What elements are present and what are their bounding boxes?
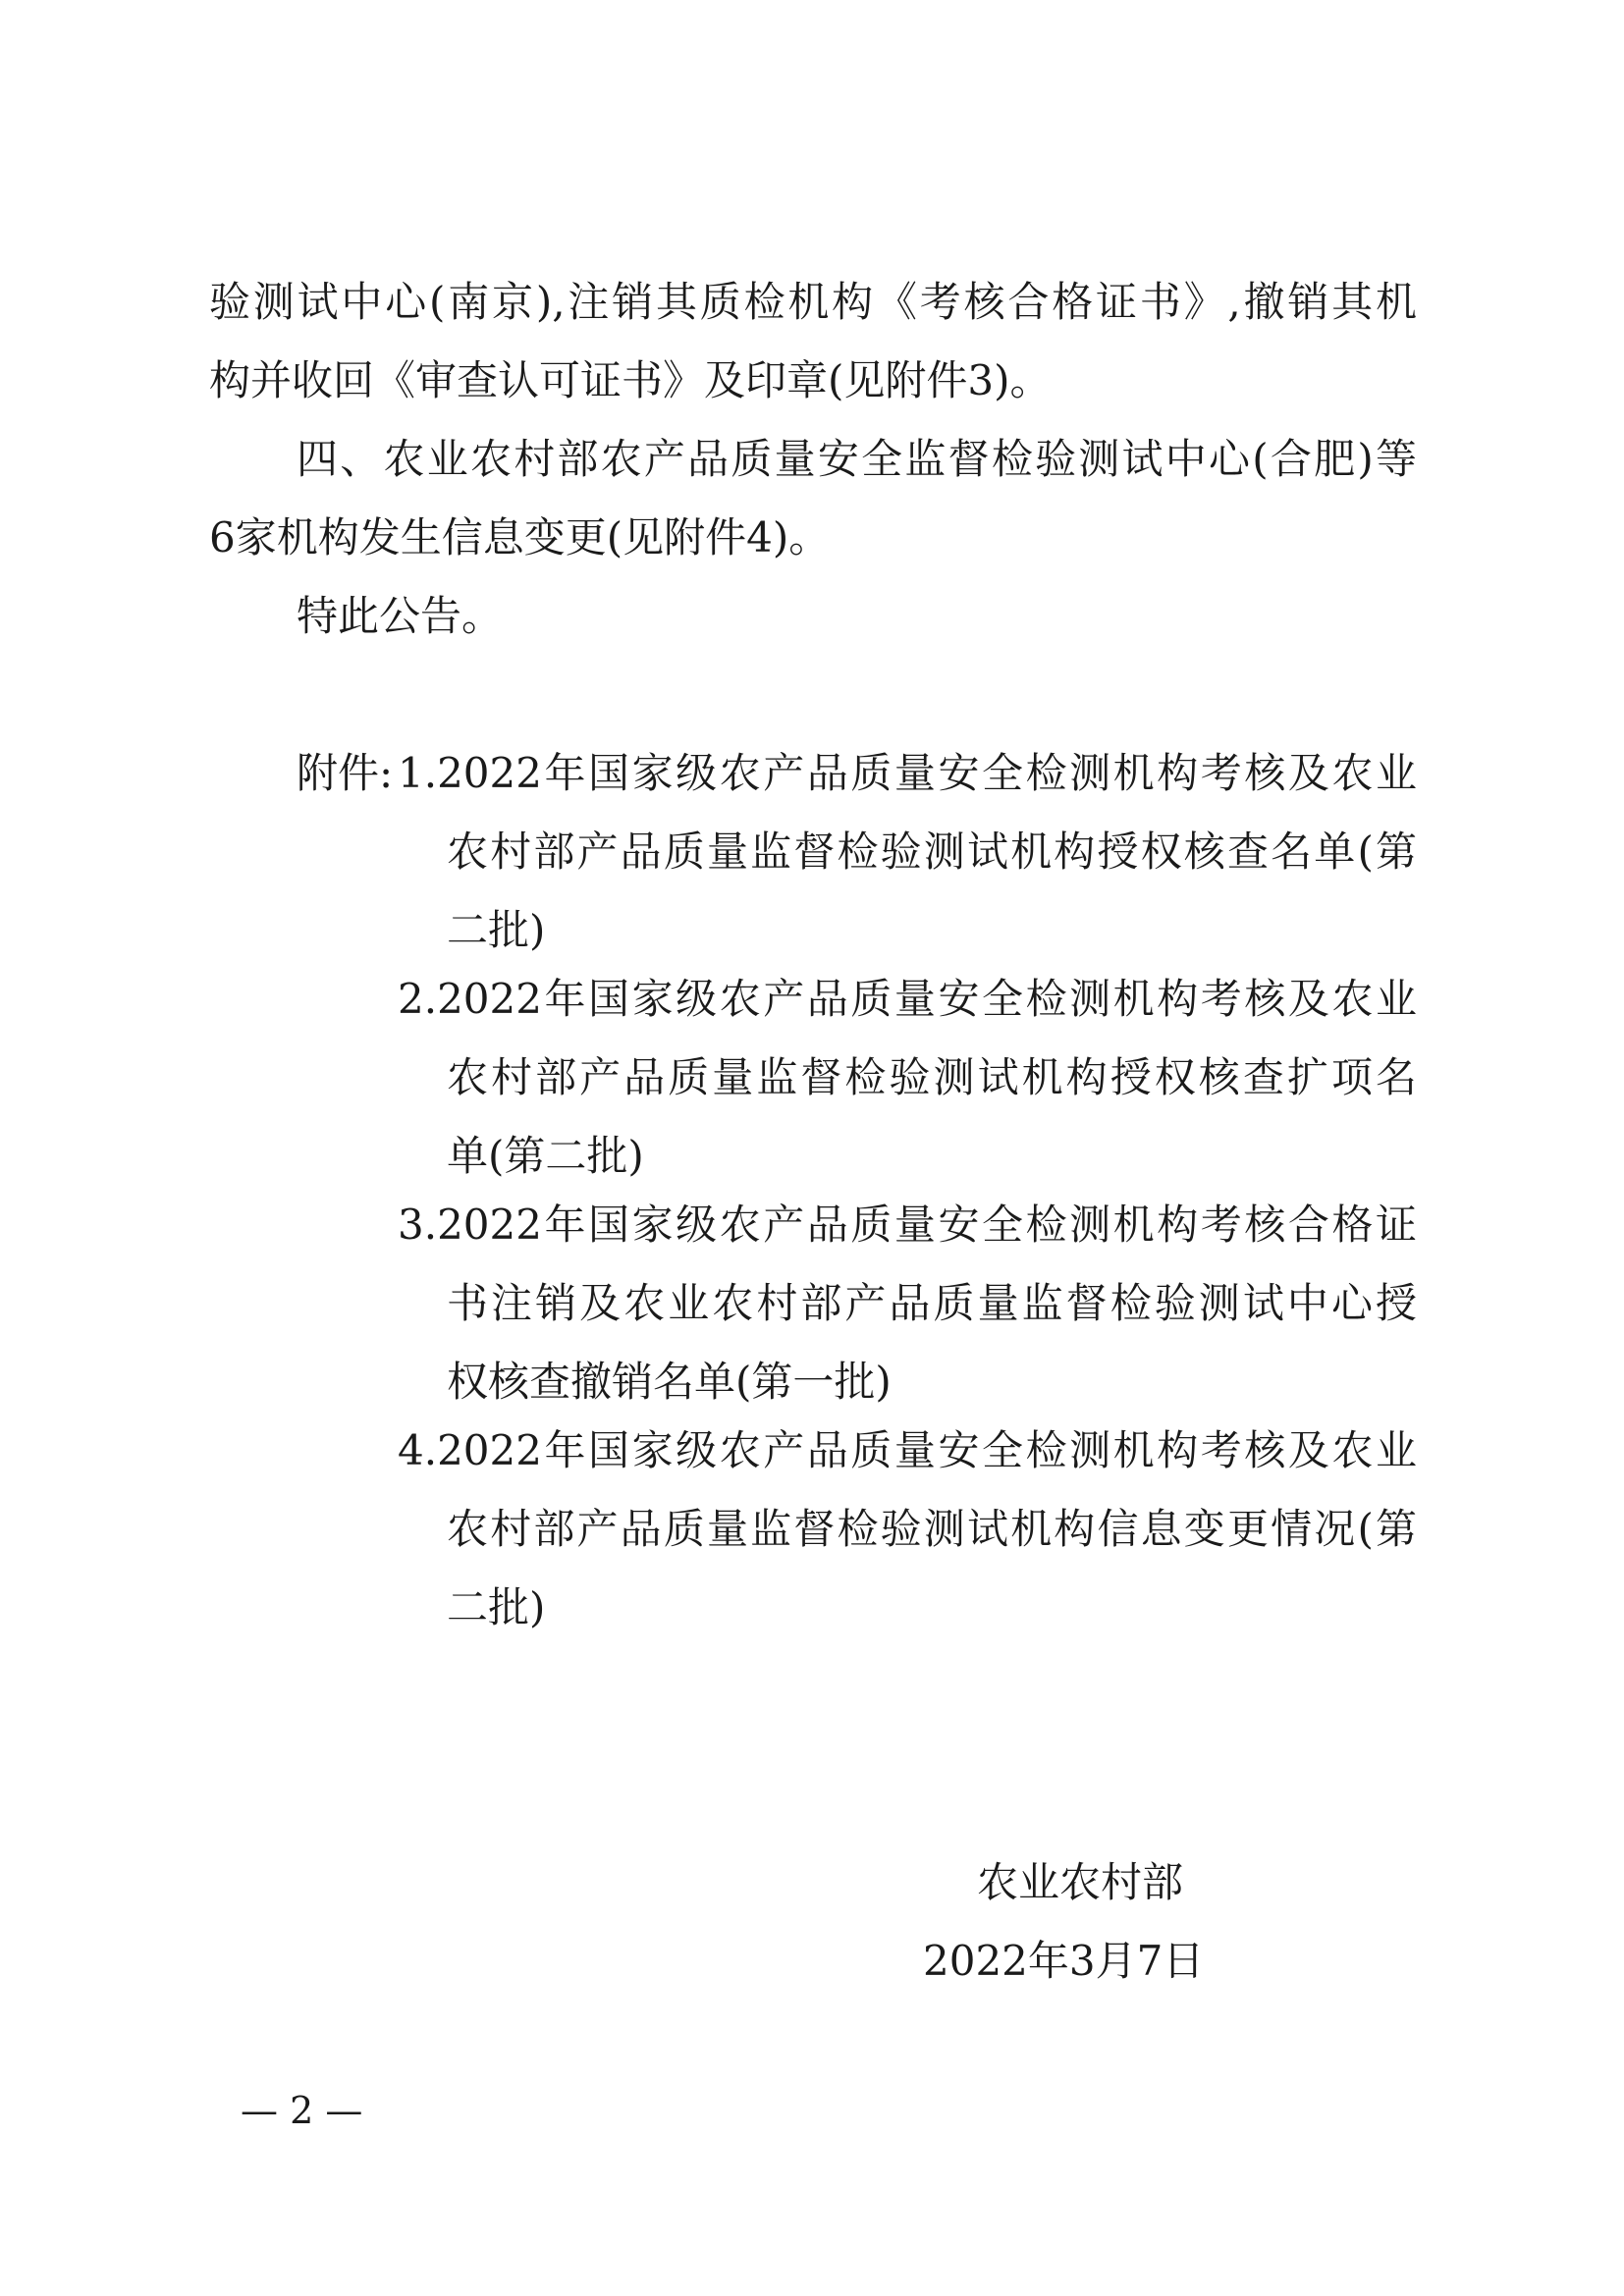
attachment-2-line-3: 单(第二批) (447, 1132, 644, 1180)
attachment-3-line-1: 3.2022年国家级农产品质量安全检测机构考核合格证 (398, 1201, 1417, 1249)
attachment-4-line-3: 二批) (447, 1583, 546, 1631)
signature-organization: 农业农村部 (977, 1858, 1184, 1906)
attachments-label: 附件: (297, 749, 394, 797)
page-number: — 2 — (241, 2089, 363, 2132)
signature-date: 2022年3月7日 (923, 1937, 1205, 1985)
body-paragraph-3-line-2: 构并收回《审查认可证书》及印章(见附件3)。 (209, 356, 1052, 404)
body-paragraph-3-line-1: 验测试中心(南京),注销其质检机构《考核合格证书》,撤销其机 (209, 278, 1417, 326)
attachment-4-line-1: 4.2022年国家级农产品质量安全检测机构考核及农业 (398, 1426, 1417, 1474)
attachment-4-line-2: 农村部产品质量监督检验测试机构信息变更情况(第 (447, 1505, 1417, 1553)
body-paragraph-4-line-1: 四、农业农村部农产品质量安全监督检验测试中心(合肥)等 (297, 435, 1417, 483)
closing-statement: 特此公告。 (297, 592, 504, 640)
attachment-1-line-3: 二批) (447, 906, 546, 954)
attachment-3-line-3: 权核查撤销名单(第一批) (447, 1358, 892, 1406)
attachment-1-line-2: 农村部产品质量监督检验测试机构授权核查名单(第 (447, 828, 1417, 876)
attachment-1-line-1: 1.2022年国家级农产品质量安全检测机构考核及农业 (398, 749, 1417, 797)
attachment-2-line-1: 2.2022年国家级农产品质量安全检测机构考核及农业 (398, 975, 1417, 1023)
body-paragraph-4-line-2: 6家机构发生信息变更(见附件4)。 (209, 513, 831, 561)
attachment-3-line-2: 书注销及农业农村部产品质量监督检验测试中心授 (447, 1279, 1417, 1327)
attachment-2-line-2: 农村部产品质量监督检验测试机构授权核查扩项名 (447, 1053, 1417, 1101)
